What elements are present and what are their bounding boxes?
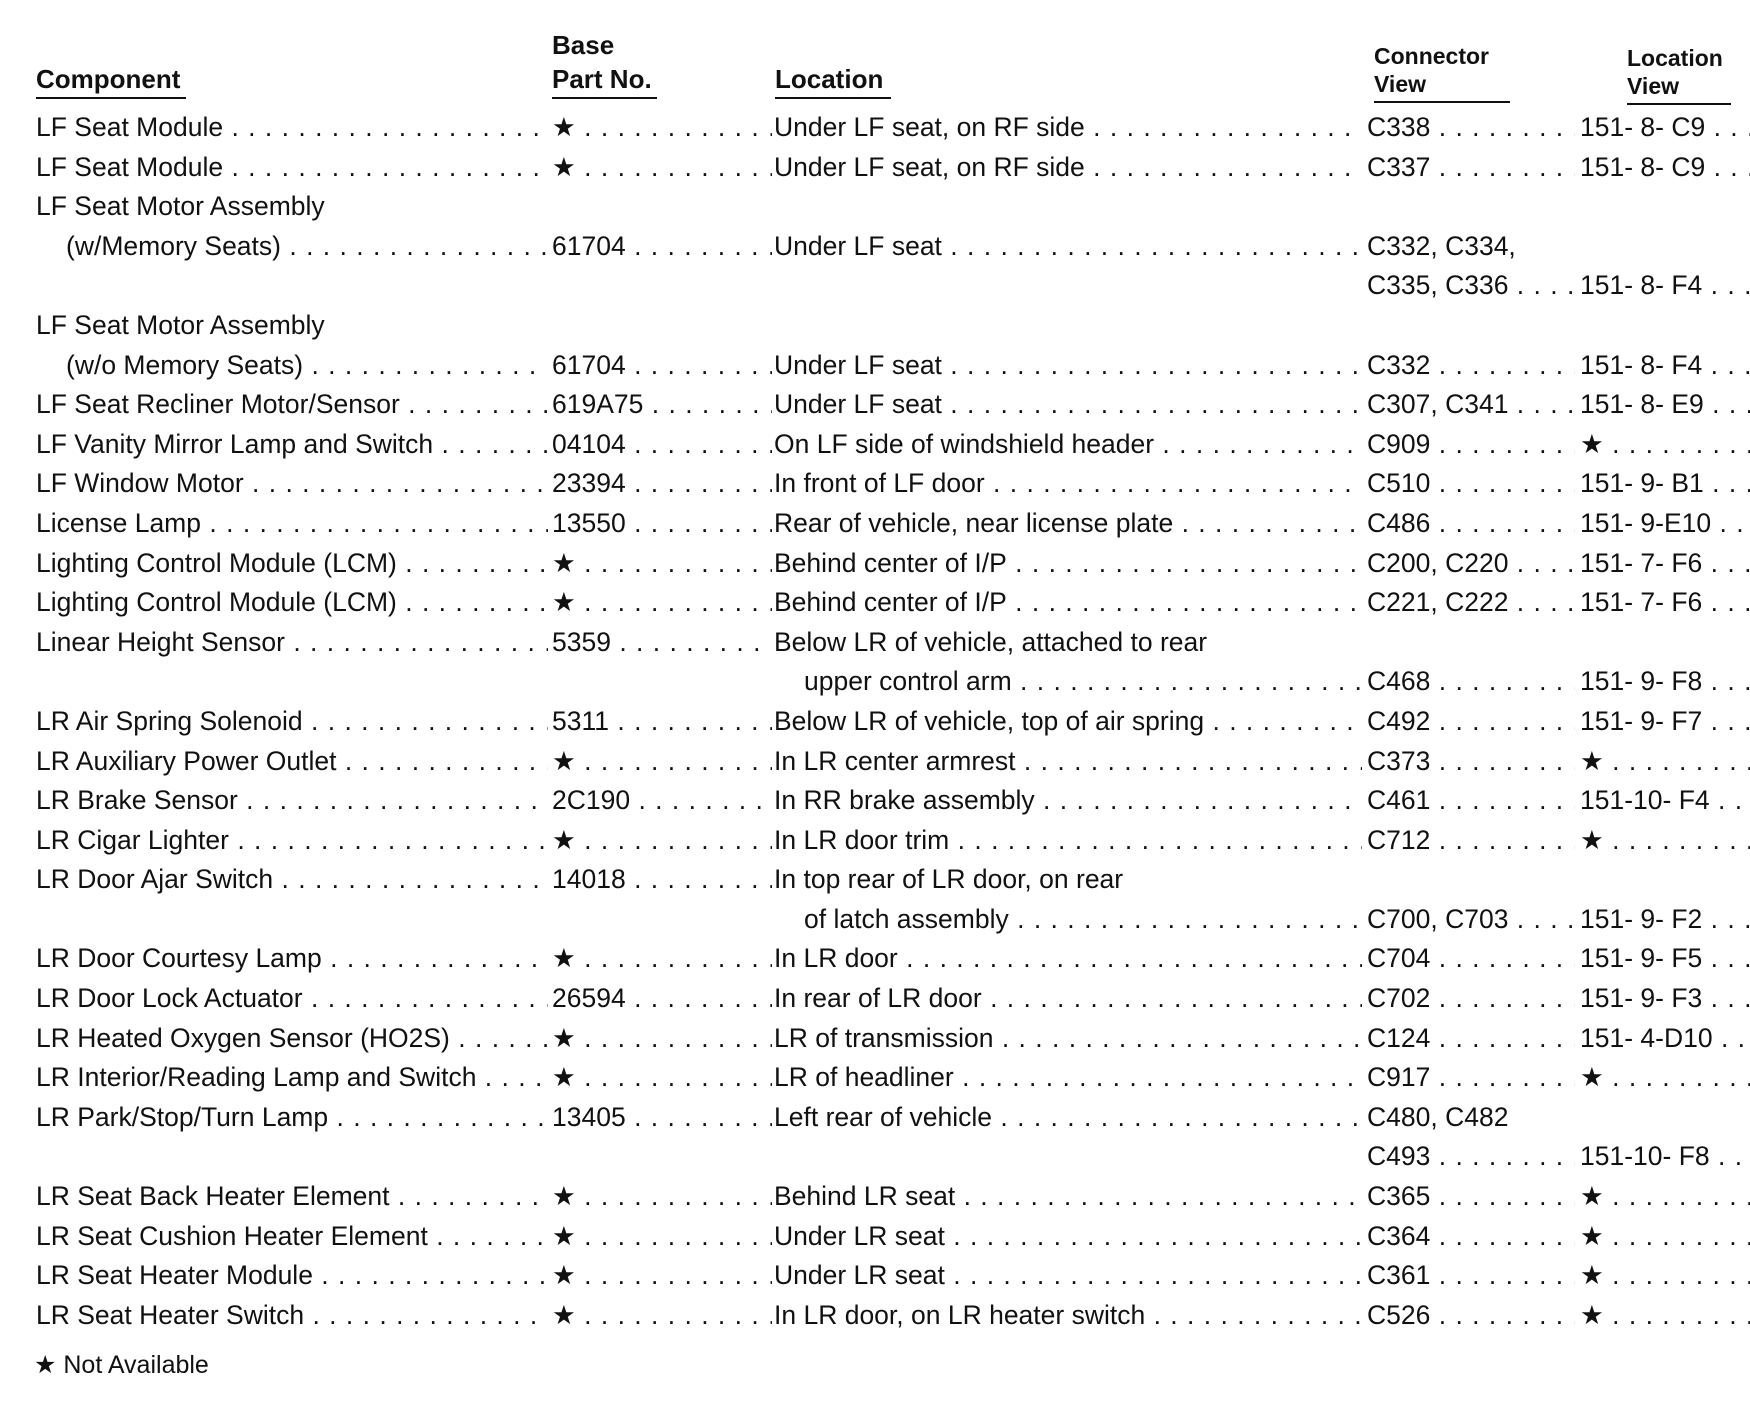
- view-cell: ★ . . .: [1580, 742, 1750, 782]
- view-cell: 151-10- F4 . . .: [1580, 781, 1750, 821]
- connector-cell: C702 . . .: [1367, 979, 1575, 1019]
- component-cell: LR Park/Stop/Turn Lamp . . .: [36, 1098, 548, 1138]
- connector-cell: C480, C482: [1367, 1101, 1509, 1132]
- connector-cell: C373 . . .: [1367, 742, 1575, 782]
- location-cell: On LF side of windshield header . . .: [774, 425, 1362, 465]
- component-cell: LR Seat Back Heater Element . . .: [36, 1177, 548, 1217]
- table-row: [0, 266, 1750, 306]
- component-cell: LR Interior/Reading Lamp and Switch . . .: [36, 1058, 548, 1098]
- view-cell: ★ . . .: [1580, 425, 1750, 465]
- header-base-part-underline: [552, 97, 657, 99]
- table-row: [0, 1137, 1750, 1177]
- table-row: [0, 425, 1750, 465]
- connector-cell: C712 . . .: [1367, 821, 1575, 861]
- part-cell: ★ . . .: [552, 821, 772, 861]
- component-cell: LF Seat Module . . .: [36, 148, 548, 188]
- location-cell: Under LF seat, on RF side . . .: [774, 108, 1362, 148]
- location-cell: Under LR seat . . .: [774, 1217, 1362, 1257]
- component-cell: LF Vanity Mirror Lamp and Switch . . .: [36, 425, 548, 465]
- view-cell: 151- 8- E9 . . .: [1580, 385, 1750, 425]
- view-cell: 151- 8- F4 . . .: [1580, 266, 1750, 306]
- component-cell: LR Door Lock Actuator . . .: [36, 979, 548, 1019]
- table-row: [0, 1058, 1750, 1098]
- connector-cell: C332, C334,: [1367, 230, 1516, 261]
- location-cell: In front of LF door . . .: [774, 464, 1362, 504]
- part-cell: 5311 . . .: [552, 702, 772, 742]
- footnote-not-available: ★ Not Available: [34, 1351, 209, 1379]
- component-cell: Lighting Control Module (LCM) . . .: [36, 583, 548, 623]
- table-row: [0, 227, 1750, 267]
- location-cell: In RR brake assembly . . .: [774, 781, 1362, 821]
- connector-cell: C468 . . .: [1367, 662, 1575, 702]
- part-cell: ★ . . .: [552, 1019, 772, 1059]
- part-cell: ★ . . .: [552, 544, 772, 584]
- location-cell: In rear of LR door . . .: [774, 979, 1362, 1019]
- header-base-part-line2: Part No.: [552, 64, 652, 94]
- component-cell: LR Seat Heater Module . . .: [36, 1256, 548, 1296]
- table-row: [0, 1098, 1750, 1138]
- component-cell: LF Seat Module . . .: [36, 108, 548, 148]
- view-cell: 151- 8- C9 . . .: [1580, 148, 1750, 188]
- table-row: [0, 623, 1750, 663]
- connector-cell: C332 . . .: [1367, 346, 1575, 386]
- table-row: [0, 1256, 1750, 1296]
- component-cell: LR Door Ajar Switch . . .: [36, 860, 548, 900]
- view-cell: 151- 9- F5 . . .: [1580, 939, 1750, 979]
- connector-cell: C364 . . .: [1367, 1217, 1575, 1257]
- location-cell: In LR door trim . . .: [774, 821, 1362, 861]
- view-cell: 151- 7- F6 . . .: [1580, 583, 1750, 623]
- component-cell: LR Brake Sensor . . .: [36, 781, 548, 821]
- view-cell: 151- 8- F4 . . .: [1580, 346, 1750, 386]
- part-cell: ★ . . .: [552, 1256, 772, 1296]
- part-cell: ★ . . .: [552, 1296, 772, 1336]
- location-cell: Behind LR seat . . .: [774, 1177, 1362, 1217]
- view-cell: 151-10- F8 . . .: [1580, 1137, 1750, 1177]
- part-cell: ★ . . .: [552, 148, 772, 188]
- component-cell: Lighting Control Module (LCM) . . .: [36, 544, 548, 584]
- table-row: [0, 306, 1750, 346]
- table-row: [0, 1177, 1750, 1217]
- component-cell: License Lamp . . .: [36, 504, 548, 544]
- part-cell: 23394 . . .: [552, 464, 772, 504]
- connector-cell: C124 . . .: [1367, 1019, 1575, 1059]
- view-cell: ★ . . .: [1580, 1217, 1750, 1257]
- location-cell: Under LF seat . . .: [774, 385, 1362, 425]
- connector-cell: C526 . . .: [1367, 1296, 1575, 1336]
- table-row: [0, 939, 1750, 979]
- view-cell: 151- 9-E10 . . .: [1580, 504, 1750, 544]
- component-table: [0, 108, 1750, 1335]
- component-cell: LR Air Spring Solenoid . . .: [36, 702, 548, 742]
- table-row: [0, 108, 1750, 148]
- location-cell: of latch assembly . . .: [804, 900, 1362, 940]
- location-cell: Left rear of vehicle . . .: [774, 1098, 1362, 1138]
- view-cell: 151- 9- F8 . . .: [1580, 662, 1750, 702]
- table-row: [0, 821, 1750, 861]
- location-cell: In top rear of LR door, on rear: [774, 864, 1124, 895]
- view-cell: ★ . . .: [1580, 1177, 1750, 1217]
- table-row: [0, 702, 1750, 742]
- view-cell: 151- 9- F7 . . .: [1580, 702, 1750, 742]
- connector-cell: C510 . . .: [1367, 464, 1575, 504]
- connector-cell: C493 . . .: [1367, 1137, 1575, 1177]
- component-cell: LF Seat Recliner Motor/Sensor . . .: [36, 385, 548, 425]
- location-cell: upper control arm . . .: [804, 662, 1362, 702]
- location-cell: Under LF seat, on RF side . . .: [774, 148, 1362, 188]
- table-row: [0, 1019, 1750, 1059]
- part-cell: 04104 . . .: [552, 425, 772, 465]
- component-cell: LF Seat Motor Assembly: [36, 191, 325, 222]
- connector-cell: C337 . . .: [1367, 148, 1575, 188]
- view-cell: 151- 7- F6 . . .: [1580, 544, 1750, 584]
- table-row: [0, 464, 1750, 504]
- component-cell: LR Heated Oxygen Sensor (HO2S) . . .: [36, 1019, 548, 1059]
- table-row: [0, 148, 1750, 188]
- view-cell: 151- 9- B1 . . .: [1580, 464, 1750, 504]
- component-cell: LR Seat Cushion Heater Element . . .: [36, 1217, 548, 1257]
- connector-cell: C338 . . .: [1367, 108, 1575, 148]
- connector-cell: C704 . . .: [1367, 939, 1575, 979]
- header-connector-underline: [1374, 101, 1510, 103]
- table-row: [0, 385, 1750, 425]
- location-cell: Rear of vehicle, near license plate . . .: [774, 504, 1362, 544]
- view-cell: 151- 8- C9 . . .: [1580, 108, 1750, 148]
- component-cell: LR Seat Heater Switch . . .: [36, 1296, 548, 1336]
- part-cell: 5359 . . .: [552, 623, 772, 663]
- location-cell: Behind center of I/P . . .: [774, 583, 1362, 623]
- part-cell: 619A75 . . .: [552, 385, 772, 425]
- table-row: [0, 979, 1750, 1019]
- location-cell: Under LF seat . . .: [774, 346, 1362, 386]
- connector-cell: C335, C336 . . .: [1367, 266, 1575, 306]
- table-row: [0, 1217, 1750, 1257]
- view-cell: ★ . . .: [1580, 821, 1750, 861]
- table-row: [0, 504, 1750, 544]
- table-row: [0, 544, 1750, 584]
- header-connector-line1: Connector: [1374, 43, 1489, 69]
- component-cell: LF Seat Motor Assembly: [36, 309, 325, 340]
- table-row: [0, 742, 1750, 782]
- component-cell: LR Cigar Lighter . . .: [36, 821, 548, 861]
- connector-cell: C486 . . .: [1367, 504, 1575, 544]
- view-cell: 151- 9- F3 . . .: [1580, 979, 1750, 1019]
- view-cell: ★ . . .: [1580, 1256, 1750, 1296]
- part-cell: 2C190 . . .: [552, 781, 772, 821]
- header-connector-line2: View: [1374, 71, 1426, 97]
- part-cell: ★ . . .: [552, 1217, 772, 1257]
- location-cell: Behind center of I/P . . .: [774, 544, 1362, 584]
- part-cell: 61704 . . .: [552, 346, 772, 386]
- part-cell: ★ . . .: [552, 583, 772, 623]
- location-cell: In LR door . . .: [774, 939, 1362, 979]
- part-cell: 26594 . . .: [552, 979, 772, 1019]
- component-cell: (w/o Memory Seats) . . .: [66, 346, 548, 386]
- part-cell: 61704 . . .: [552, 227, 772, 267]
- component-cell: LF Window Motor . . .: [36, 464, 548, 504]
- view-cell: 151- 4-D10 . . .: [1580, 1019, 1750, 1059]
- connector-cell: C361 . . .: [1367, 1256, 1575, 1296]
- header-location-view-line1: Location: [1627, 45, 1723, 71]
- header-component-underline: [36, 97, 186, 99]
- table-row: [0, 900, 1750, 940]
- table-row: [0, 346, 1750, 386]
- header-base-part-line1: Base: [552, 30, 615, 60]
- view-cell: 151- 9- F2 . . .: [1580, 900, 1750, 940]
- connector-cell: C461 . . .: [1367, 781, 1575, 821]
- table-row: [0, 860, 1750, 900]
- location-cell: Below LR of vehicle, top of air spring . . .: [774, 702, 1362, 742]
- table-row: [0, 187, 1750, 227]
- connector-cell: C700, C703 . . .: [1367, 900, 1575, 940]
- component-cell: (w/Memory Seats) . . .: [66, 227, 548, 267]
- part-cell: 14018 . . .: [552, 860, 772, 900]
- part-cell: ★ . . .: [552, 1177, 772, 1217]
- connector-cell: C307, C341 . . .: [1367, 385, 1575, 425]
- location-cell: Under LF seat . . .: [774, 227, 1362, 267]
- view-cell: ★ . . .: [1580, 1296, 1750, 1336]
- part-cell: 13550 . . .: [552, 504, 772, 544]
- connector-cell: C917 . . .: [1367, 1058, 1575, 1098]
- table-row: [0, 1296, 1750, 1336]
- connector-cell: C221, C222 . . .: [1367, 583, 1575, 623]
- part-cell: ★ . . .: [552, 1058, 772, 1098]
- table-row: [0, 583, 1750, 623]
- location-cell: Under LR seat . . .: [774, 1256, 1362, 1296]
- location-cell: In LR door, on LR heater switch . . .: [774, 1296, 1362, 1336]
- header-location-view-underline: [1627, 103, 1731, 105]
- component-cell: LR Door Courtesy Lamp . . .: [36, 939, 548, 979]
- header-location-view-line2: View: [1627, 73, 1679, 99]
- connector-cell: C909 . . .: [1367, 425, 1575, 465]
- component-cell: LR Auxiliary Power Outlet . . .: [36, 742, 548, 782]
- part-cell: 13405 . . .: [552, 1098, 772, 1138]
- location-cell: LR of headliner . . .: [774, 1058, 1362, 1098]
- location-cell: LR of transmission . . .: [774, 1019, 1362, 1059]
- table-row: [0, 781, 1750, 821]
- connector-cell: C492 . . .: [1367, 702, 1575, 742]
- table-row: [0, 662, 1750, 702]
- component-cell: Linear Height Sensor . . .: [36, 623, 548, 663]
- connector-cell: C365 . . .: [1367, 1177, 1575, 1217]
- part-cell: ★ . . .: [552, 742, 772, 782]
- header-component: Component: [36, 64, 181, 94]
- location-cell: Below LR of vehicle, attached to rear: [774, 626, 1208, 657]
- view-cell: ★ . . .: [1580, 1058, 1750, 1098]
- part-cell: ★ . . .: [552, 939, 772, 979]
- location-cell: In LR center armrest . . .: [774, 742, 1362, 782]
- header-location-underline: [775, 97, 891, 99]
- connector-cell: C200, C220 . . .: [1367, 544, 1575, 584]
- part-cell: ★ . . .: [552, 108, 772, 148]
- header-location: Location: [775, 64, 884, 94]
